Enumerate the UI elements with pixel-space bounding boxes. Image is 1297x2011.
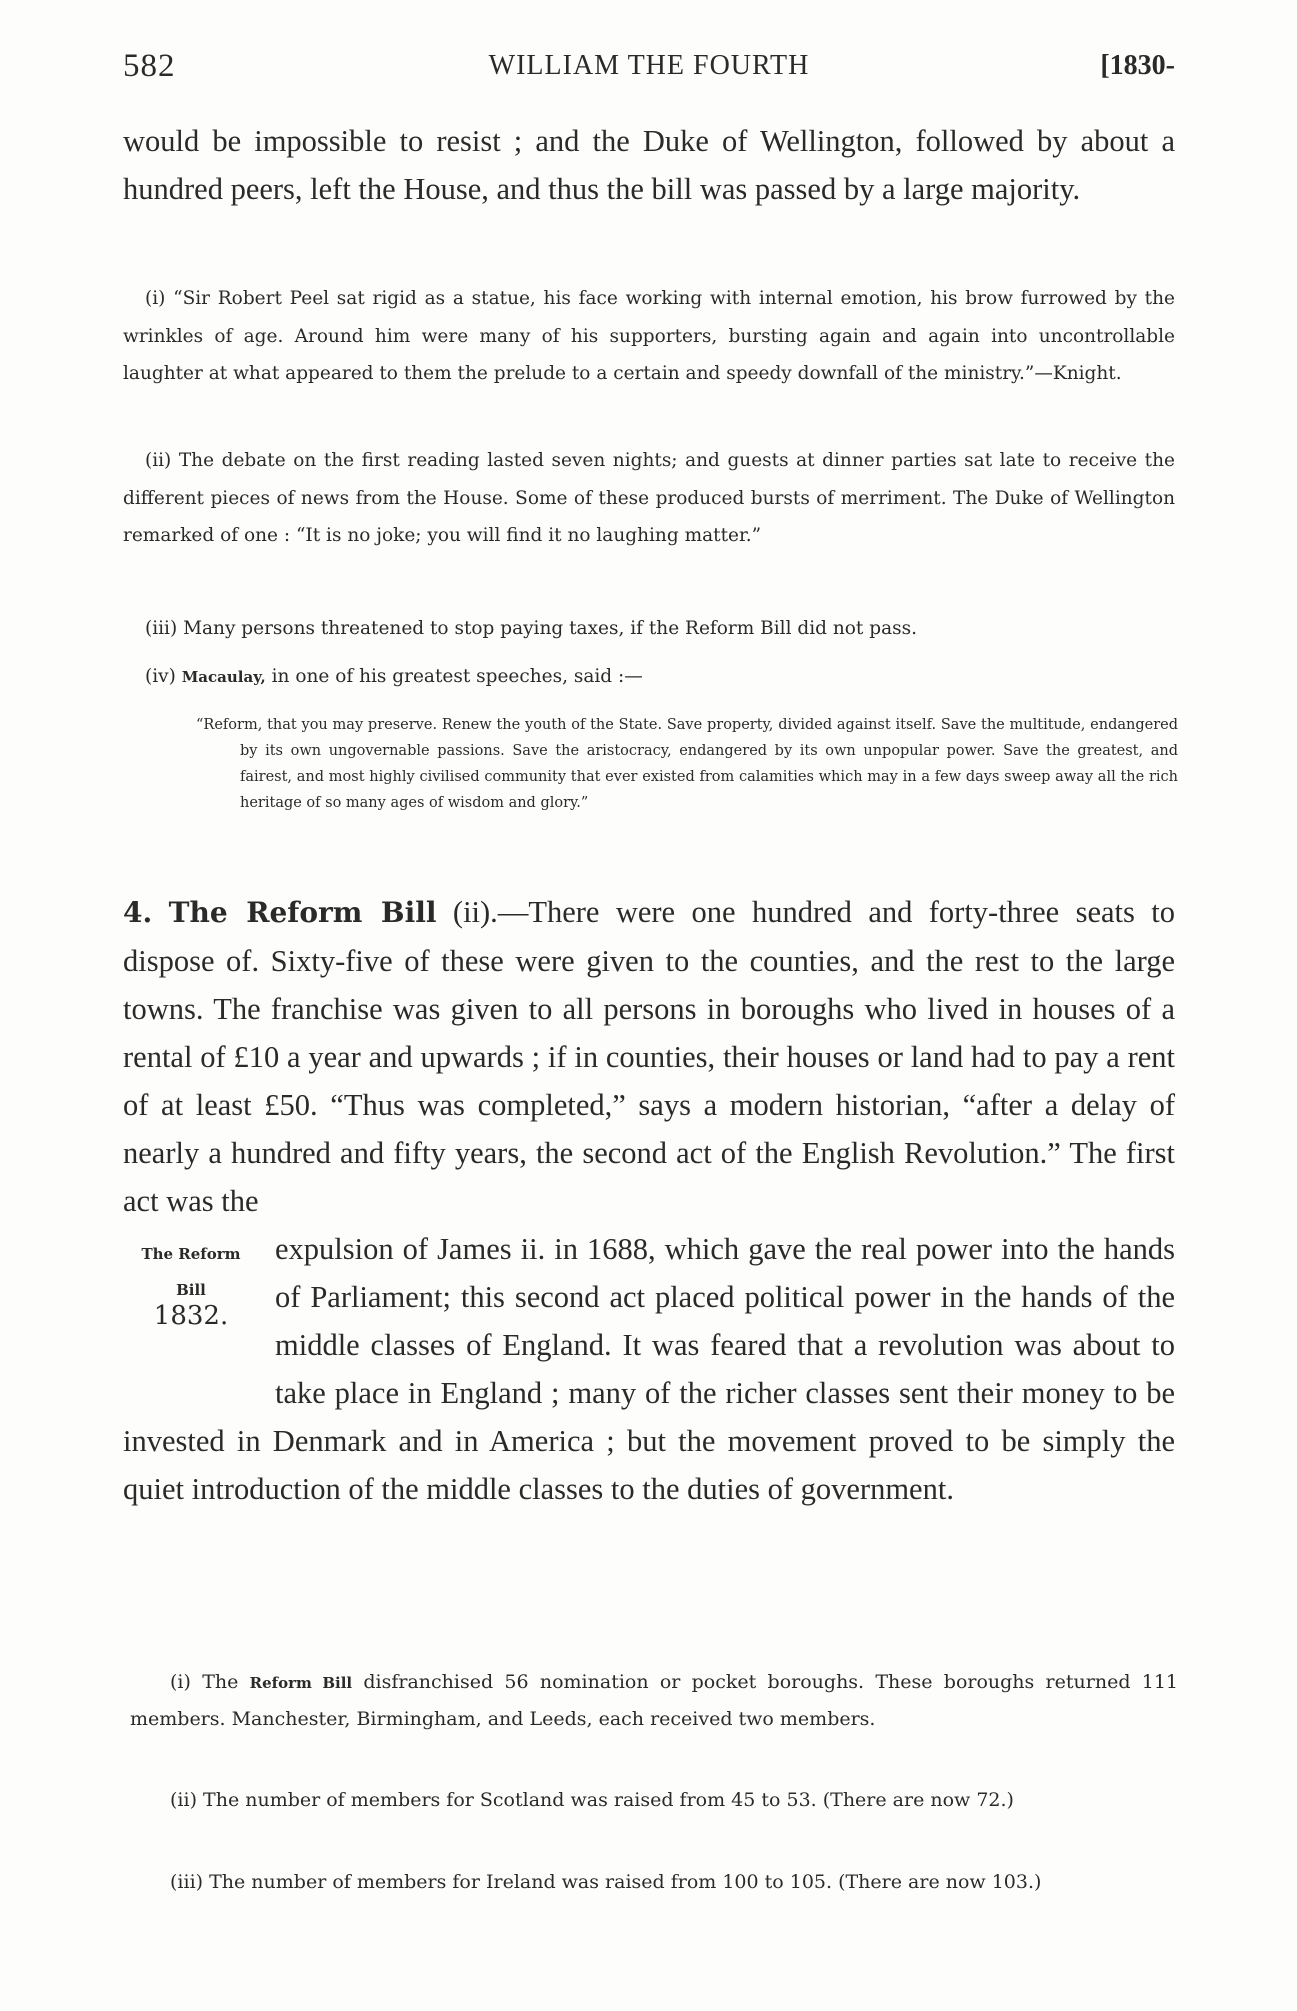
footnote-text: Many persons threatened to stop paying taxes, if the Reform Bill did not pass. — [183, 618, 917, 639]
page-number: 582 — [123, 48, 176, 84]
footnote-label: (iv) — [145, 666, 176, 687]
running-title: WILLIAM THE FOURTH — [488, 50, 810, 81]
section-text-part1: —There were one hundred and forty-three seats to dispose of. Sixty-five of these were given to the counties, and the rest to the large towns. The franchise was given to all persons in boroughs who lived in houses of a rental of £10 a year and upwards ; if in counties, their houses or land had to pay a rent of at least £50. “Thus was completed,” says a modern historian, “after a delay of nearly a hundred and fifty years, the second act of the English Revolution.” The first act was the — [123, 895, 1176, 1218]
opening-paragraph-text: would be impossible to resist ; and the Duke of Wellington, followed by about a hundred peers, left the House, and thus the bill was passed by a large majority. — [123, 124, 1175, 206]
section-subtitle: (ii). — [452, 895, 498, 929]
footnote-iv — [123, 658, 1175, 697]
note-label: (i) — [170, 1671, 191, 1693]
opening-paragraph — [123, 118, 1175, 213]
section-reform-bill — [123, 888, 1175, 1513]
footnote-iii — [123, 610, 1175, 648]
section-paragraph-1 — [123, 888, 1175, 1225]
section-paragraph-2 — [123, 1225, 1175, 1513]
footnote-i — [123, 280, 1175, 393]
section-number: 4. — [123, 896, 153, 929]
bottom-note-iii — [130, 1864, 1178, 1900]
footnote-bold-name: Macaulay, — [181, 668, 266, 686]
footnote-label: (iii) — [145, 618, 178, 639]
note-prefix: The — [202, 1671, 239, 1693]
note-text: The number of members for Scotland was raised from 45 to 53. (There are now 72.) — [203, 1789, 1014, 1811]
footnote-text: “Sir Robert Peel sat rigid as a statue, his face working with internal emotion, his brow furrowed by the wrinkles of age. Around him were many of his supporters, bursting again and again into uncontrollable laughter at what appeared to them the prelude to a certain and speedy downfall of the ministry.”—Knight. — [123, 288, 1175, 384]
footnote-text: The debate on the first reading lasted seven nights; and guests at dinner parties sat late to receive the different pieces of news from the House. Some of these produced bursts of merriment. The Duke of Wellington remarked of one : “It is no joke; you will find it no laughing matter.” — [123, 450, 1175, 546]
footnote-label: (ii) — [145, 450, 172, 471]
section-text-part2: expulsion of James ii. in 1688, which gave the real power into the hands of Parliament; this second act placed political power in the hands of the middle classes of England. It was feared that a revolution was about to take place in England ; many of the richer classes sent their money to be invested in Denmark and in America ; but the movement proved to be simply the quiet introduction of the middle classes to the duties of government. — [123, 1232, 1175, 1506]
footnote-label: (i) — [145, 288, 166, 309]
footnote-ii — [123, 442, 1175, 555]
sidenote-line-2: Bill — [176, 1281, 206, 1299]
macaulay-quote — [196, 712, 1178, 816]
sidenote-year: 1832. — [153, 1301, 229, 1331]
page-header — [123, 48, 1175, 88]
quote-text: “Reform, that you may preserve. Renew the youth of the State. Save property, divided against itself. Save the multitude, endangered by its own ungovernable passions. Save the aristocracy, endangered by its own unpopular power. Save the greatest, and fairest, and most highly civilised community that ever existed from calamities which may in a few days sweep away all the rich heritage of so many ages of wisdom and glory.” — [196, 717, 1178, 811]
bottom-note-i — [130, 1664, 1178, 1737]
note-text: The number of members for Ireland was raised from 100 to 105. (There are now 103.) — [209, 1871, 1042, 1893]
section-title: The Reform Bill — [168, 896, 437, 929]
note-label: (iii) — [170, 1871, 204, 1893]
note-bold: Reform Bill — [249, 1674, 353, 1692]
margin-sidenote — [121, 1231, 261, 1381]
bottom-note-ii — [130, 1782, 1178, 1818]
footnote-text: in one of his greatest speeches, said :— — [271, 666, 643, 687]
header-year: [1830- — [1100, 50, 1175, 81]
sidenote-line-1: The Reform — [141, 1245, 241, 1263]
note-label: (ii) — [170, 1789, 197, 1811]
note-text: disfranchised 56 nomination or pocket boroughs. These boroughs returned 111 members. Manchester, Birmingham, and Leeds, each received two members. — [130, 1671, 1179, 1730]
